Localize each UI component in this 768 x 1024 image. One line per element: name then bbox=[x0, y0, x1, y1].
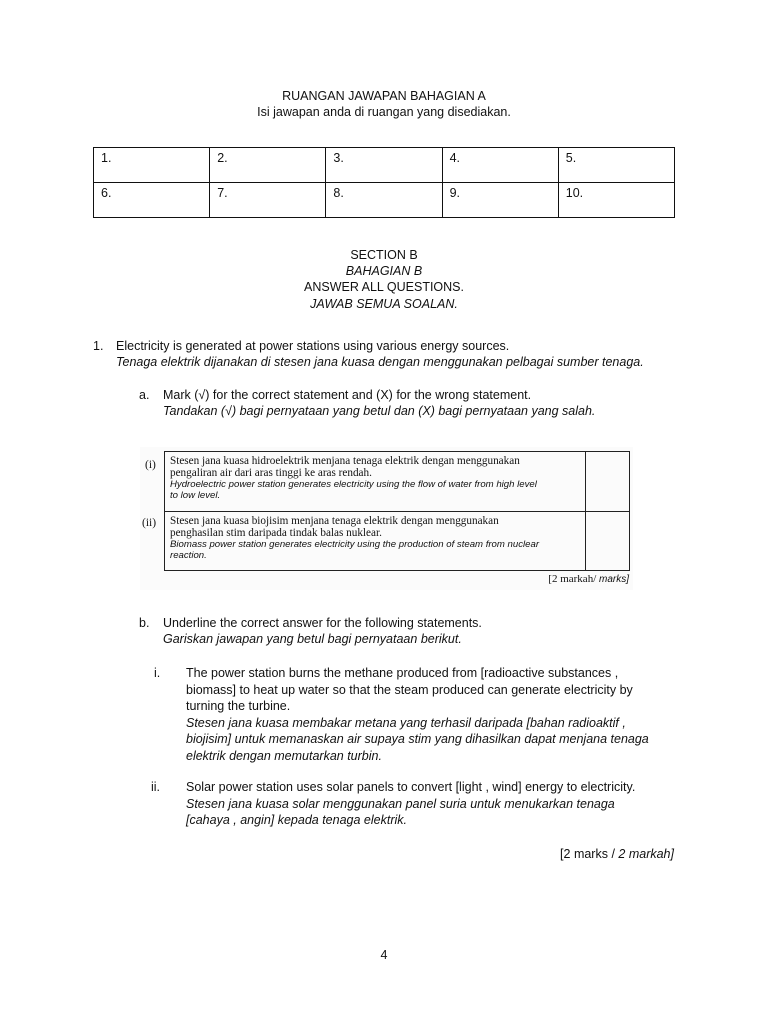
marks-en: [2 marks / bbox=[560, 847, 615, 861]
column-divider bbox=[585, 452, 586, 570]
statement-translation: Biomass power station generates electricity using the production of steam from nuclear bbox=[170, 539, 540, 550]
part-a-instruction-ms: Tandakan (√) bagi pernyataan yang betul dan (X) bagi pernyataan yang salah. bbox=[163, 404, 596, 418]
question-stem: Electricity is generated at power stations using various energy sources. bbox=[116, 339, 510, 353]
part-a-label: a. bbox=[139, 388, 150, 402]
row-numeral: (i) bbox=[145, 459, 156, 471]
section-a-title: RUANGAN JAWAPAN BAHAGIAN A bbox=[282, 89, 486, 103]
statement-i bbox=[170, 455, 580, 501]
answer-cell[interactable]: 8. bbox=[326, 183, 442, 218]
statement-translation: reaction. bbox=[170, 550, 207, 561]
row-divider bbox=[165, 511, 629, 512]
item-i-label: i. bbox=[154, 666, 161, 680]
statement-table bbox=[164, 451, 630, 571]
row-numeral: (ii) bbox=[142, 517, 157, 529]
question-stem-ms: Tenaga elektrik dijanakan di stesen jana kuasa dengan menggunakan pelbagai sumber tenaga. bbox=[116, 355, 644, 369]
item-ii-label: ii. bbox=[151, 780, 161, 794]
part-b-marks bbox=[560, 846, 674, 863]
statement-ii bbox=[170, 515, 580, 561]
section-b-instruction: ANSWER ALL QUESTIONS. bbox=[304, 280, 464, 294]
answer-box-ii[interactable] bbox=[587, 513, 629, 570]
item-text-ms: Stesen jana kuasa membakar metana yang terhasil daripada [bahan radioaktif , bbox=[186, 715, 626, 730]
answer-box-i[interactable] bbox=[587, 454, 629, 511]
item-text: The power station burns the methane produced from [radioactive substances , bbox=[186, 666, 619, 680]
item-text-ms: [cahaya , angin] kepada tenaga elektrik. bbox=[186, 813, 407, 827]
statement-table-scan bbox=[140, 447, 633, 590]
item-text: turning the turbine. bbox=[186, 699, 291, 713]
marks-ms: [2 markah/ bbox=[548, 573, 597, 585]
item-i bbox=[186, 665, 686, 764]
item-text-ms: elektrik dengan memutarkan turbin. bbox=[186, 748, 382, 763]
statement-translation: Hydroelectric power station generates electricity using the flow of water from high level bbox=[170, 479, 537, 490]
answer-cell[interactable]: 2. bbox=[210, 148, 326, 183]
answer-cell[interactable]: 6. bbox=[94, 183, 210, 218]
section-a-subtitle: Isi jawapan anda di ruangan yang disediakan. bbox=[257, 105, 511, 119]
marks-en: marks] bbox=[599, 574, 629, 585]
answer-cell[interactable]: 4. bbox=[442, 148, 558, 183]
page-number: 4 bbox=[380, 948, 388, 962]
part-a-instruction: Mark (√) for the correct statement and (X) for the wrong statement. bbox=[163, 388, 532, 402]
statement-text: Stesen jana kuasa biojisim menjana tenaga elektrik dengan menggunakan bbox=[170, 515, 499, 527]
item-text: biomass] to heat up water so that the steam produced can generate electricity by bbox=[186, 682, 633, 697]
marks-ms: 2 markah] bbox=[618, 847, 674, 861]
item-text-ms: Stesen jana kuasa solar menggunakan panel suria untuk menukarkan tenaga bbox=[186, 796, 615, 811]
answer-cell[interactable]: 9. bbox=[442, 183, 558, 218]
item-text-ms: biojisim] untuk memanaskan air supaya stim yang dihasilkan dapat menjana tenaga bbox=[186, 732, 649, 746]
part-b-label: b. bbox=[139, 616, 150, 630]
statement-text: penghasilan stim daripada tindak balas nuklear. bbox=[170, 527, 382, 539]
question-number: 1. bbox=[93, 339, 104, 353]
item-text: Solar power station uses solar panels to convert [light , wind] energy to electricity. bbox=[186, 780, 636, 794]
part-b-instruction: Underline the correct answer for the following statements. bbox=[163, 616, 482, 630]
answer-cell[interactable]: 7. bbox=[210, 183, 326, 218]
part-a-marks bbox=[548, 571, 629, 589]
section-b-heading: SECTION B bbox=[350, 248, 418, 262]
answer-cell[interactable]: 3. bbox=[326, 148, 442, 183]
statement-text: Stesen jana kuasa hidroelektrik menjana tenaga elektrik dengan menggunakan bbox=[170, 455, 520, 467]
answer-cell[interactable]: 1. bbox=[94, 148, 210, 183]
answer-cell[interactable]: 5. bbox=[558, 148, 674, 183]
statement-text: pengaliran air dari aras tinggi ke aras rendah. bbox=[170, 467, 372, 479]
section-b-instruction-ms: JAWAB SEMUA SOALAN. bbox=[310, 297, 458, 311]
item-ii bbox=[186, 779, 686, 829]
section-b-heading-ms: BAHAGIAN B bbox=[345, 264, 423, 278]
answer-grid bbox=[93, 147, 675, 218]
part-b-instruction-ms: Gariskan jawapan yang betul bagi pernyataan berikut. bbox=[163, 632, 462, 646]
answer-cell[interactable]: 10. bbox=[558, 183, 674, 218]
statement-translation: to low level. bbox=[170, 490, 221, 501]
